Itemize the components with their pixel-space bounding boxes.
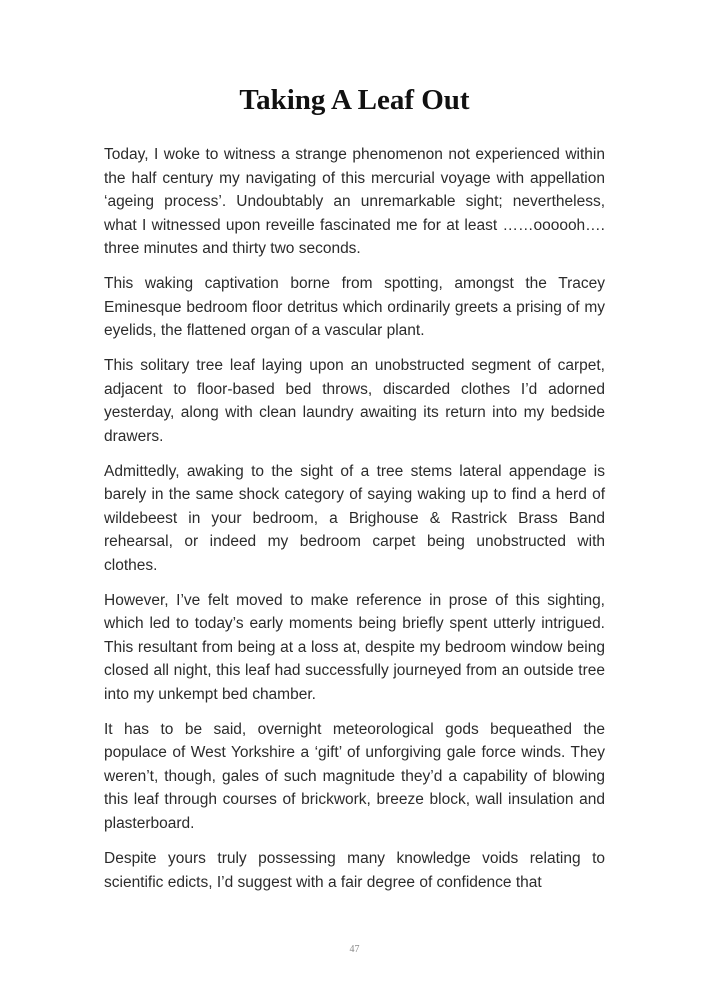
body-text [104,143,605,906]
page-title: Taking A Leaf Out [239,84,470,116]
paragraph: Today, I woke to witness a strange phenomenon not experienced within the half century my navigating of this mercurial voyage with appellation ‘ageing process’. Undoubtably an unremarkable sight; nevertheless, what I witnessed upon reveille fascinated me for at least ……oooooh…. three minutes and thirty two seconds. [104,146,605,257]
paragraph: This waking captivation borne from spotting, amongst the Tracey Eminesque bedroom floor detritus which ordinarily greets a prising of my eyelids, the flattened organ of a vascular plant. [104,275,605,340]
page-number: 47 [349,944,360,955]
paragraph: Admittedly, awaking to the sight of a tree stems lateral appendage is barely in the same shock category of saying waking up to find a herd of wildebeest in your bedroom, a Brighouse & Rastrick Brass Band rehearsal, or indeed my bedroom carpet being unobstructed with clothes. [104,462,605,574]
paragraph: This solitary tree leaf laying upon an unobstructed segment of carpet, adjacent to floor-based bed throws, discarded clothes I’d adorned yesterday, along with clean laundry awaiting its return into my bedside drawers. [104,357,605,445]
paragraph: It has to be said, overnight meteorological gods bequeathed the populace of West Yorkshire a ‘gift’ of unforgiving gale force winds. They weren’t, though, gales of such magnitude they’d a capability of blowing this leaf through courses of brickwork, breeze block, wall insulation and plasterboard. [104,720,605,832]
paragraph: Despite yours truly possessing many knowledge voids relating to scientific edicts, I’d suggest with a fair degree of confidence that [104,850,605,891]
paragraph: However, I’ve felt moved to make reference in prose of this sighting, which led to today’s early moments being briefly spent utterly intrigued. This resultant from being at a loss at, despite my bedroom window being closed all night, this leaf had successfully journeyed from an outside tree into my unkempt bed chamber. [104,591,605,703]
